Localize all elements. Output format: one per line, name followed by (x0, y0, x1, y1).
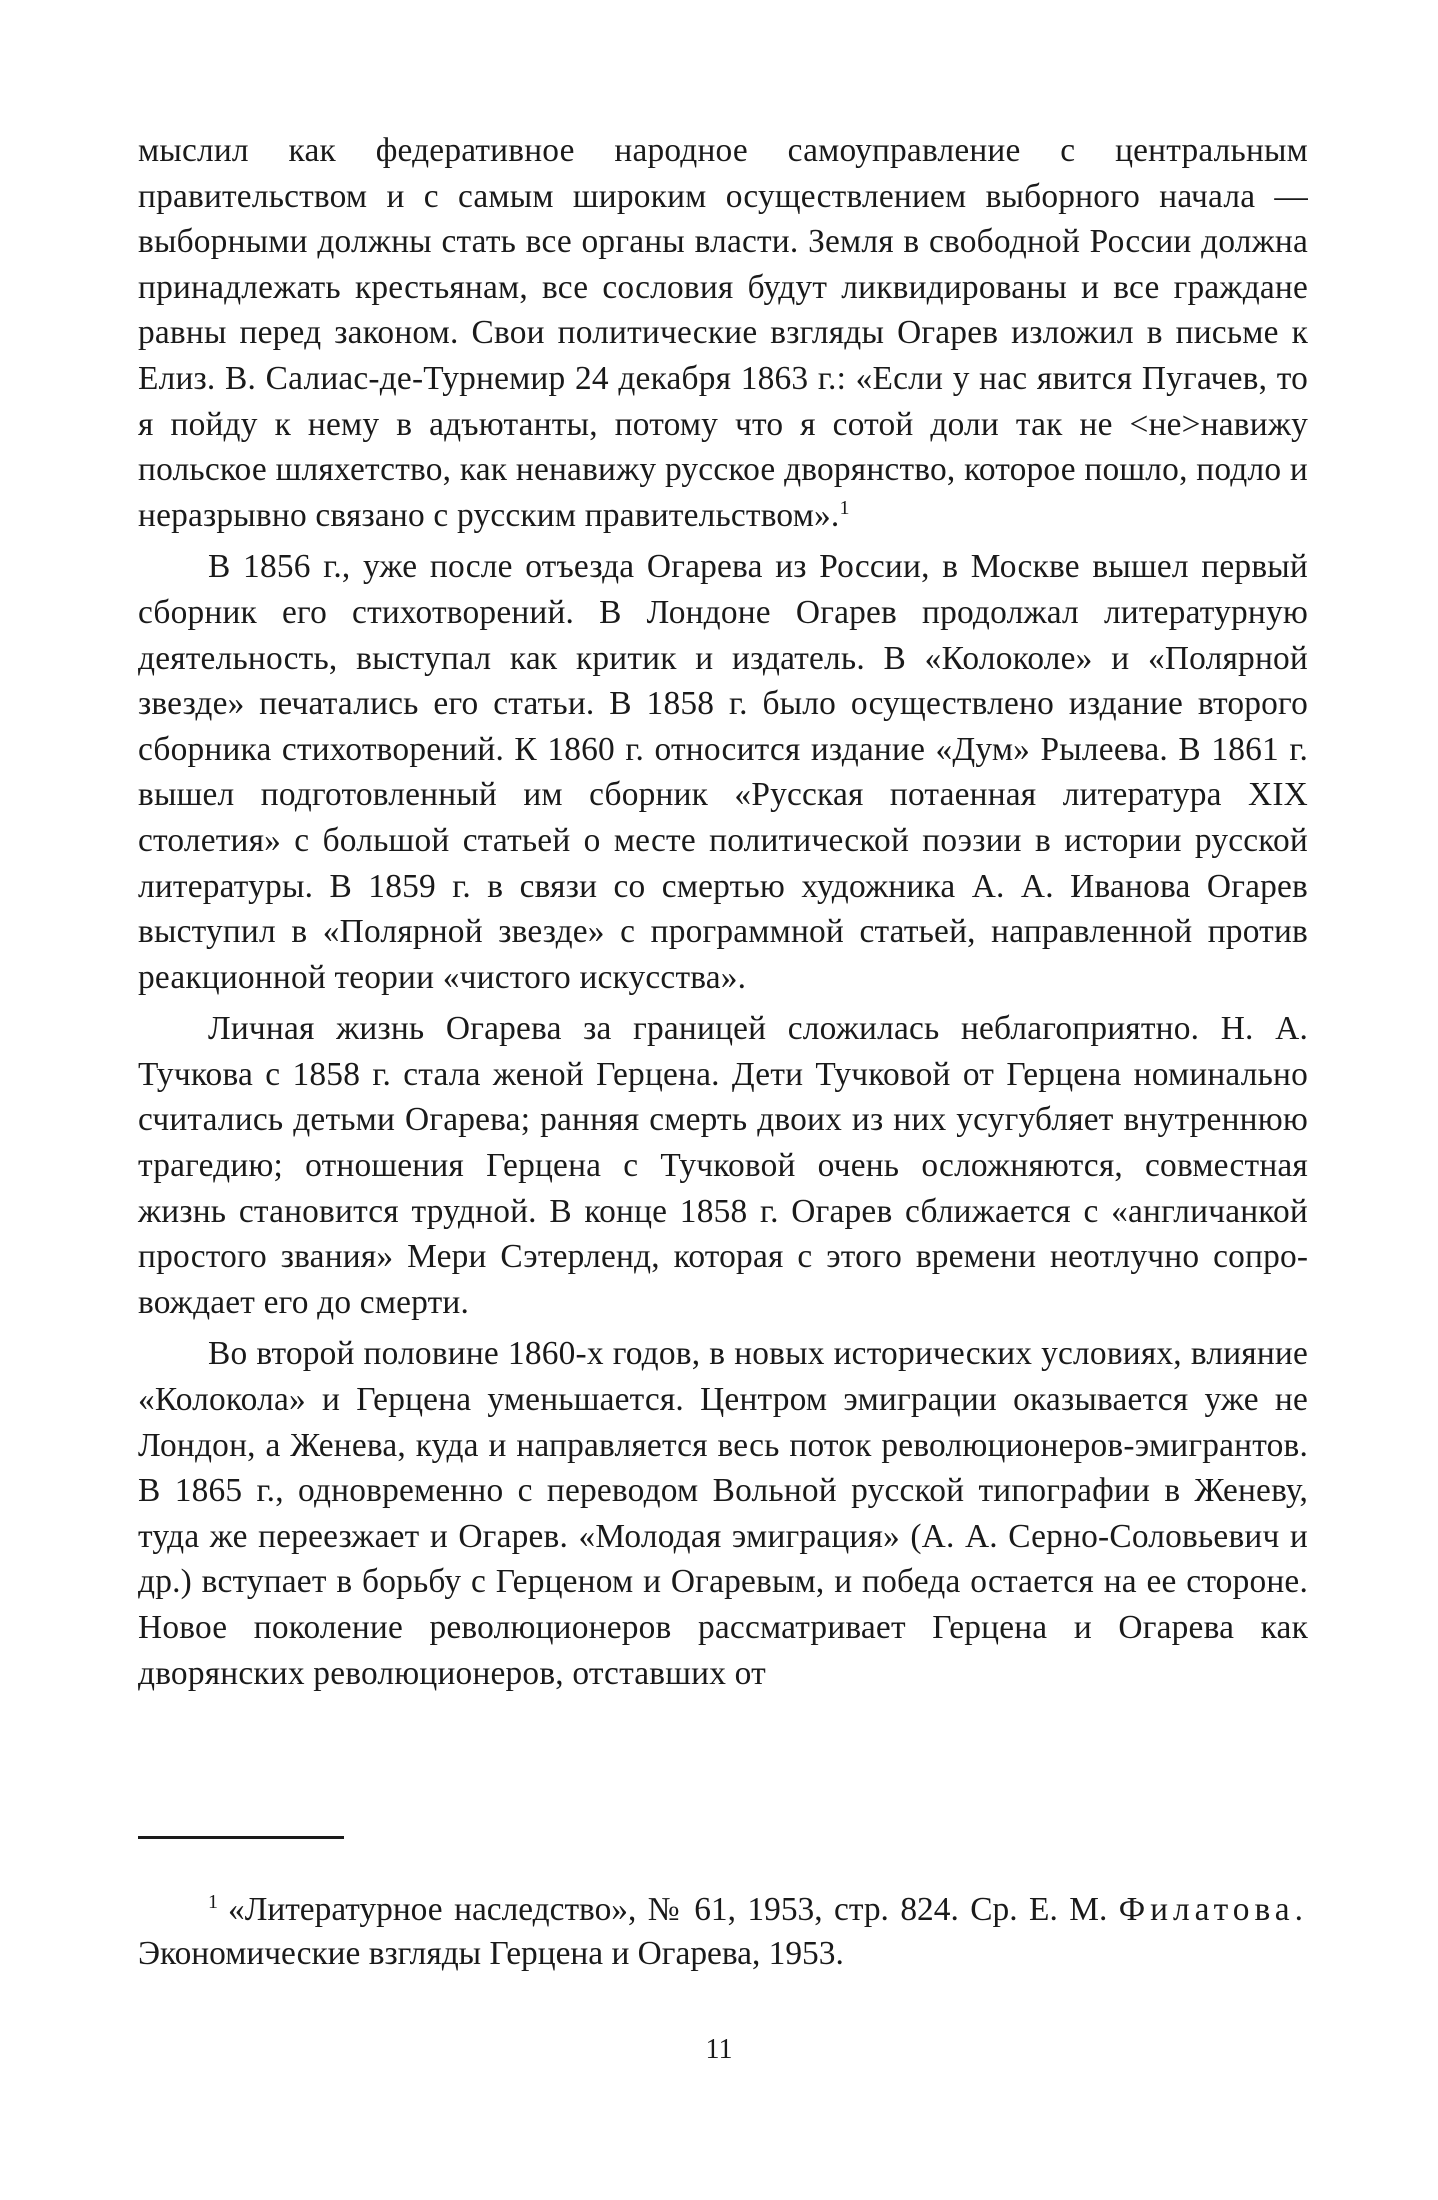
page-body (138, 128, 1308, 1696)
footnote-author: Филатова. (1118, 1891, 1308, 1928)
footnote-reference: 1 (839, 496, 850, 519)
footnote-mark: 1 (208, 1890, 218, 1913)
paragraph-1-text: мыслил как федеративное народное самоуправление с центральным правительством и с самым широким осуществлением выборного начала — выборными должны стать все органы власти. Земля в свободной России должна принадлежать крестьянам, все сословия будут ликвидированы и все граждане равны перед законом. Свои политические взгляды Огарев изложил в письме к Елиз. В. Салиас-де-Турнемир 24 декабря 1863 г.: «Если у нас явится Пугачев, то я пойду к нему в адъютанты, потому что я сотой доли так не <не>навижу польское шляхетство, как ненавижу русское дворянство, которое пошло, подло и неразрывно связано с русским правительством». (138, 132, 1308, 534)
footnote-divider (138, 1836, 344, 1839)
footnote-text-before: «Литературное наследство», № 61, 1953, стр. 824. Ср. Е. М. (228, 1891, 1108, 1928)
paragraph-1 (138, 128, 1308, 538)
paragraph-3: Личная жизнь Огарева за границей сложилась неблагоприятно. Н. А. Тучкова с 1858 г. стала женой Герцена. Дети Тучковой от Герцена номинально считались детьми Огарева; ранняя смерть двоих из них усугубляет внутреннюю трагедию; отношения Герцена с Тучковой очень осложняются, совместная жизнь становится трудной. В конце 1858 г. Огарев сближается с «англичанкой простого звания» Мери Сэтерленд, которая с этого времени неотлучно сопровождает его до смерти. (138, 1010, 1308, 1321)
paragraph-2: В 1856 г., уже после отъезда Огарева из России, в Москве вышел первый сборник его стихотворений. В Лондоне Огарев продолжал литературную деятельность, выступал как критик и издатель. В «Колоколе» и «Полярной звезде» печатались его статьи. В 1858 г. было осуществлено издание второго сборника стихотворений. К 1860 г. относится издание «Дум» Рылеева. В 1861 г. вышел подготовленный им сборник «Русская потаенная литература XIX столетия» с большой статьей о месте политической поэзии в истории русской литературы. В 1859 г. в связи со смертью художника А. А. Иванова Огарев выступил в «Полярной звезде» с программной статьей, направленной против реакционной теории «чистого искусства». (138, 548, 1308, 996)
footnote (138, 1888, 1308, 1976)
page-number: 11 (705, 2034, 733, 2065)
footnote-text-after: Экономические взгляды Герцена и Огарева, 1953. (138, 1935, 844, 1972)
paragraph-4: Во второй половине 1860-х годов, в новых исторических условиях, влияние «Колокола» и Герцена уменьшается. Центром эмиграции оказывается уже не Лондон, а Женева, куда и направляется весь поток революционеров-эмигрантов. В 1865 г., одновременно с переводом Вольной русской типографии в Женеву, туда же переезжает и Огарев. «Молодая эмиграция» (А. А. Серно-Соловьевич и др.) вступает в борьбу с Герценом и Огаревым, и победа остается на ее стороне. Новое поколение революционеров рассматривает Герцена и Огарева как дворянских революционеров, отставших от (138, 1335, 1308, 1692)
